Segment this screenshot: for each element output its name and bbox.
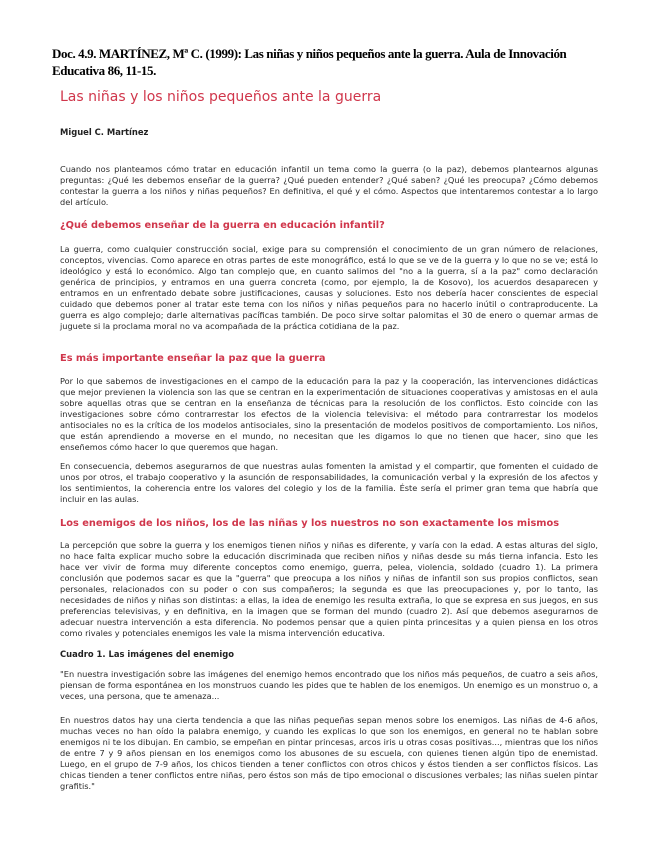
box-paragraph: En nuestros datos hay una cierta tendencia a que las niñas pequeñas sepan menos sobre los enemigos. Las niñas de 4-6 años, muchas veces no han oído la palabra enemigo, y cuando les explicas lo que son los enemigos, en general no te hablan sobre enemigos ni te los dibujan. En cambio, se empeñan en pintar princesas, arcos iris u otras cosas positivas..., mientras que los niños de entre 7 y 9 años piensan en los enemigos como los abusones de su escuela, con quienes tienen algún tipo de enemistad. Luego, en el grupo de 7-9 años, los chicos tienden a tener conflictos con otros chicos y éstos tienden a ser conflictos físicos. Las chicas tienden a tener conflictos entre niñas, pero éstos son más de tipo emocional o discusiones verbales; las niñas suelen pintar grafitis." [60, 715, 598, 791]
intro-paragraph: Cuando nos planteamos cómo tratar en educación infantil un tema como la guerra (o la paz), debemos plantearnos algunas preguntas: ¿Qué les debemos enseñar de la guerra? ¿Qué pueden entender? ¿Qué saben? ¿Qué les preocupa? ¿Cómo debemos contestar la guerra a los niños y niñas pequeños? En definitiva, el qué y el cómo. Aspectos que intentaremos contestar a lo largo del artículo. [60, 164, 598, 207]
section-heading-enemies: Los enemigos de los niños, los de las niñas y los nuestros no son exactamente los mismos [60, 518, 560, 529]
box-paragraph: "En nuestra investigación sobre las imágenes del enemigo hemos encontrado que los niños más pequeños, de cuatro a seis años, piensan de forma espontánea en los monstruos cuando les pides que te hablen de los enemigos. Un enemigo es un monstruo o, a veces, una persona, que te amenaza... [60, 669, 598, 701]
section-heading-teach-peace: Es más importante enseñar la paz que la guerra [60, 353, 326, 364]
section-paragraph: La percepción que sobre la guerra y los enemigos tienen niños y niñas es diferente, y varía con la edad. A estas alturas del siglo, no hace falta explicar mucho sobre la educación discriminada que reciben niños y niñas desde su más tierna infancia. Esto les hace ver vivir de forma muy diferente conceptos como enemigo, guerra, pelea, violencia, soldado (cuadro 1). La primera conclusión que podemos sacar es que la "guerra" que preocupa a los niños y niñas de infantil son sus propios conflictos, sean personales, relacionados con su poder o con sus compañeros; la segunda es que las preocupaciones y, por lo tanto, las necesidades de niños y niñas son distintas: a ellas, la idea de enemigo les resulta extraña, lo que se expresa en sus juegos, en sus preferencias televisivas, y en definitiva, en la imagen que se forman del mundo (cuadro 2). Así que debemos asegurarnos de adecuar nuestra intervención a esta diferencia. No podemos pensar que a quien pinta princesitas y a quien piensa en los otros como rivales y potenciales enemigos les vale la misma intervención educativa. [60, 540, 598, 638]
article-title: Las niñas y los niños pequeños ante la guerra [60, 89, 382, 105]
document-citation: Doc. 4.9. MARTÍNEZ, Mª C. (1999): Las niñas y niños pequeños ante la guerra. Aula de Innovación Educativa 86, 11-15. [52, 46, 567, 78]
section-paragraph: Por lo que sabemos de investigaciones en el campo de la educación para la paz y la cooperación, las intervenciones didácticas que mejor previenen la violencia son las que se centran en la experimentación de situaciones cooperativas y amistosas en el aula sobre aquellas otras que se centran en la enseñanza de técnicas para la resolución de los conflictos. Esto coincide con las investigaciones sobre cómo contrarrestar los efectos de la violencia televisiva: el método para contrarrestar los modelos antisociales no es la crítica de los modelos antisociales, sino la presentación de modelos positivos de comportamiento. Los niños, que están aprendiendo a moverse en el mundo, no necesitan que les digamos lo que no tienen que hacer, sino que les enseñemos cómo hacer lo que queremos que hagan. [60, 376, 598, 452]
section-paragraph: La guerra, como cualquier construcción social, exige para su comprensión el conocimiento de un gran número de relaciones, conceptos, vivencias. Como aparece en otras partes de este monográfico, está lo que se ve de la guerra y lo que no se ve; está lo ideológico y está lo económico. Algo tan complejo que, en cuanto salimos del "no a la guerra, sí a la paz" como declaración genérica de principios, y entramos en una guerra concreta (como, por ejemplo, la de Kosovo), los acuerdos desaparecen y entramos en un enfrentado debate sobre justificaciones, causas y soluciones. Esto nos debería hacer conscientes de especial cuidado que debemos poner al tratar este tema con los niños y niñas pequeños para no hacerlo inútil o contraproducente. La guerra es algo complejo; darle alternativas pacíficas también. De poco sirve soltar palomitas el 30 de enero o quemar armas de juguete si la proclama moral no va acompañada de la práctica cotidiana de la paz. [60, 244, 598, 331]
article-author: Miguel C. Martínez [60, 127, 149, 137]
box-heading-enemy-images: Cuadro 1. Las imágenes del enemigo [60, 649, 234, 659]
section-heading-what-to-teach: ¿Qué debemos enseñar de la guerra en educación infantil? [60, 220, 385, 231]
section-paragraph: En consecuencia, debemos asegurarnos de que nuestras aulas fomenten la amistad y el compartir, que fomenten el cuidado de unos por otros, el trabajo cooperativo y la asunción de responsabilidades, la comunicación verbal y la expresión de los afectos y los sentimientos, la coherencia entre los valores del colegio y los de la familia. Éste sería el primer gran tema que habría que incluir en las aulas. [60, 461, 598, 504]
